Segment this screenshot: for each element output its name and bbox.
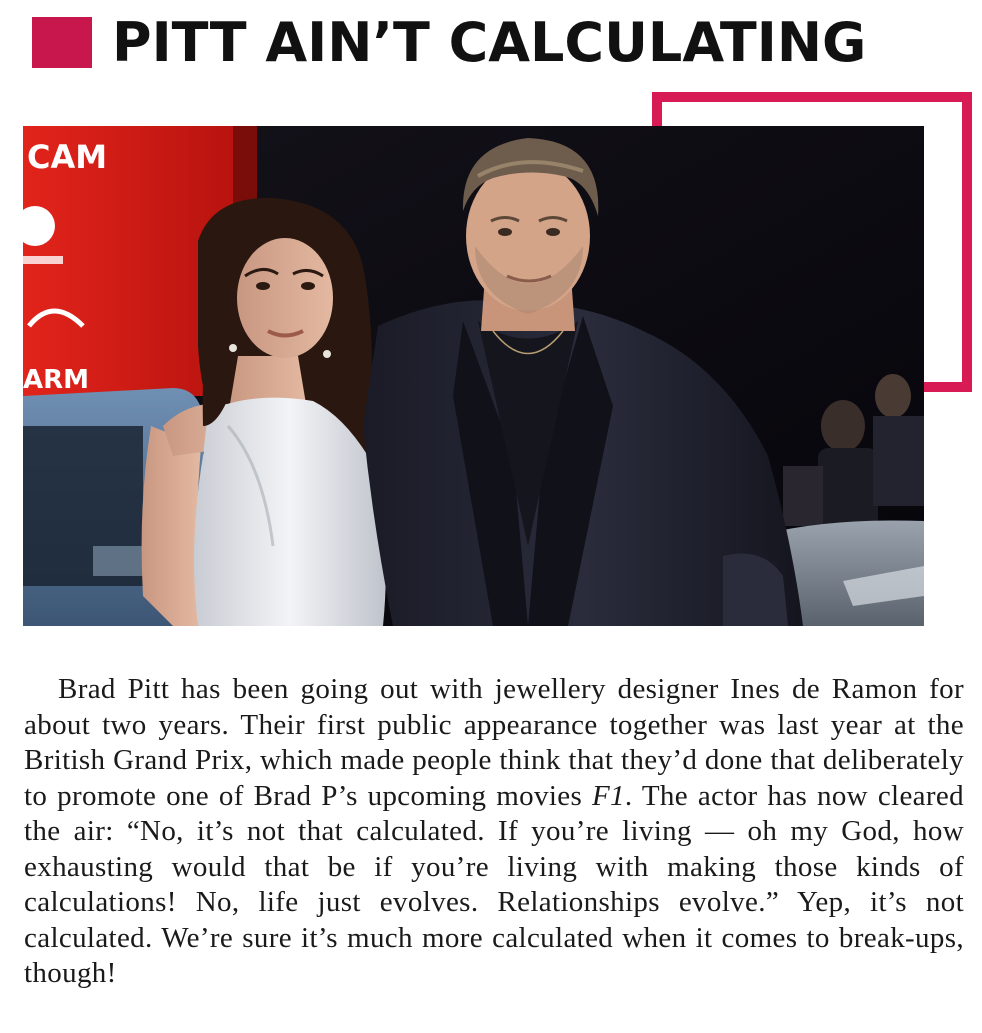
article-text-before-title: Brad Pitt has been going out with jewellery designer Ines de Ramon for about two years. Their first public appearance together was last year at the British Grand Prix, which made people think that they’d done that deliberately to promote one of Brad P’s upcoming movies bbox=[24, 673, 964, 812]
headline-accent-square bbox=[32, 17, 92, 68]
article-body bbox=[24, 672, 964, 992]
article-photo bbox=[23, 126, 924, 626]
article-movie-title: F1 bbox=[591, 779, 625, 812]
article-text-after-title: . The actor has now cleared the air: “No, it’s not that calculated. If you’re living — oh my God, how exhausting would that be if you’re living with making those kinds of calculations! No, life just evolves. Relationships evolve.” Yep, it’s not calculated. We’re sure it’s much more calculated when it comes to break-ups, though! bbox=[24, 779, 964, 989]
sign-text-top: CAM bbox=[27, 138, 108, 176]
photo-illustration bbox=[23, 126, 924, 626]
headline: PITT AIN’T CALCULATING bbox=[112, 11, 867, 74]
sign-text-bottom: ARM bbox=[23, 365, 90, 395]
